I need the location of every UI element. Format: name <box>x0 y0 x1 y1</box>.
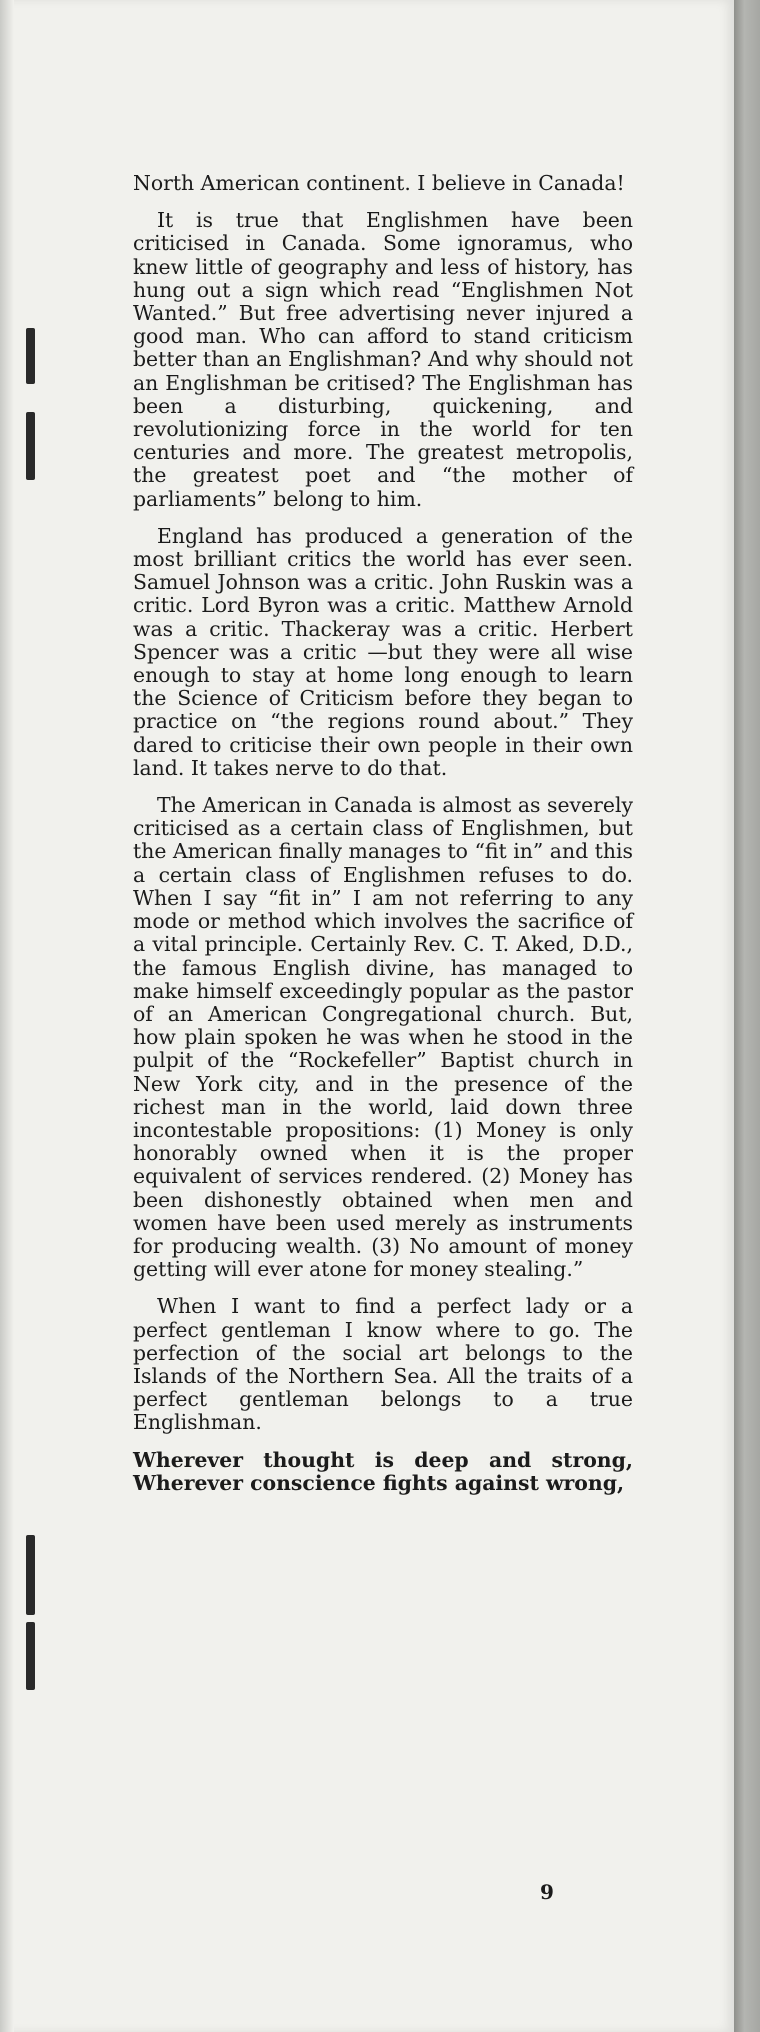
verse-lines: Wherever thought is deep and strong, Wherever conscience fights against wrong, <box>133 1447 633 1495</box>
binding-mark <box>26 328 35 384</box>
paragraph: England has produced a generation of the most brilliant critics the world has ever seen. Samuel Johnson was a critic. John Ruskin was a critic. Lord Byron was a critic. Matthew Arnold was a critic. Thackeray was a critic. Herbert Spencer was a critic —but they were all wise enough to stay at home long enough to learn the Science of Criticism before they began to practice on “the regions round about.” They dared to criticise their own people in their own land. It takes nerve to do that. <box>133 523 633 780</box>
page-gutter-shadow <box>0 0 14 2032</box>
binding-mark <box>26 1535 35 1615</box>
paragraph: It is true that Englishmen have been criticised in Canada. Some ignoramus, who knew little of geography and less of history, has hung out a sign which read “Englishmen Not Wanted.” But free advertising never injured a good man. Who can afford to stand criticism better than an Englishman? And why should not an Englishman be critised? The Englishman has been a disturbing, quickening, and revolutionizing force in the world for ten centuries and more. The greatest metropolis, the greatest poet and “the mother of parliaments” belong to him. <box>133 208 633 511</box>
binding-mark <box>26 412 35 480</box>
paragraph: When I want to find a perfect lady or a perfect gentleman I know where to go. The perfection of the social art belongs to the Islands of the Northern Sea. All the traits of a perfect gentleman belongs to a true Englishman. <box>133 1294 633 1435</box>
paragraph: North American continent. I believe in Canada! <box>133 171 625 195</box>
paragraph: The American in Canada is almost as severely criticised as a certain class of Englishmen, but the American finally manages to “fit in” and this a certain class of Englishmen refuses to do. When I say “fit in” I am not referring to any mode or method which involves the sacrifice of a vital principle. Certainly Rev. C. T. Aked, D.D., the famous English divine, has managed to make himself exceedingly popular as the pastor of an American Congregational church. But, how plain spoken he was when he stood in the pulpit of the “Rockefeller” Baptist church in New York city, and in the presence of the richest man in the world, laid down three incontestable propositions: (1) Money is only honorably owned when it is the proper equivalent of services rendered. (2) Money has been dishonestly obtained when men and women have been used merely as instruments for producing wealth. (3) No amount of money getting will ever atone for money stealing.” <box>133 793 633 1282</box>
scan-background-edge <box>734 0 760 2032</box>
binding-mark <box>26 1622 35 1690</box>
body-text <box>133 172 633 1495</box>
page-number: 9 <box>540 1880 554 1904</box>
